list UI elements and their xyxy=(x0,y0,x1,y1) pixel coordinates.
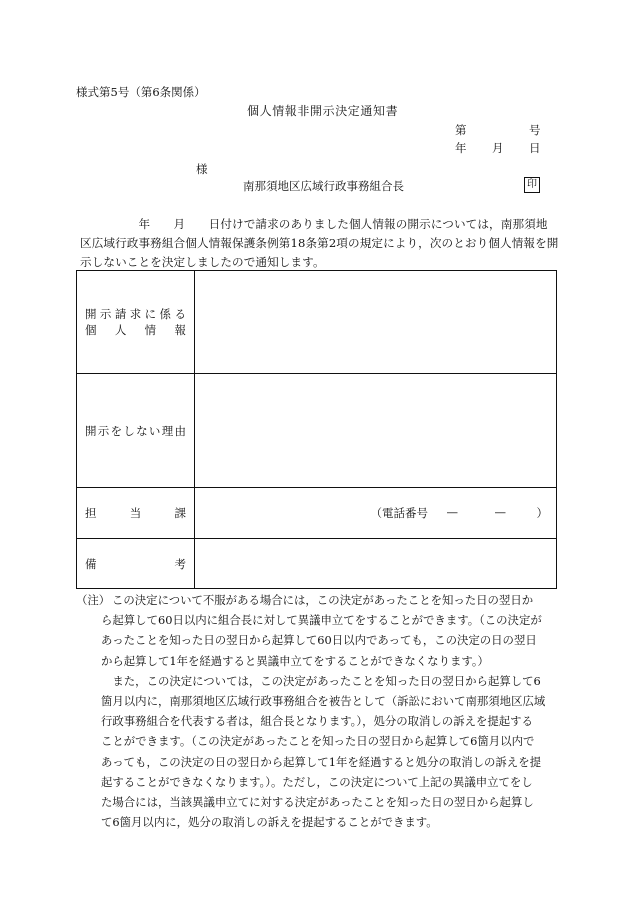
table-row-remarks xyxy=(77,539,557,589)
note-line: 行政事務組合を代表する者は，組合長となります。），処分の取消しの訴えを提起する xyxy=(101,714,533,729)
label-line: 個 人 情 報 xyxy=(85,323,186,337)
table-row-reason xyxy=(77,374,557,488)
label-remarks: 備 考 xyxy=(77,539,195,589)
doc-number-dai: 第 xyxy=(455,123,467,137)
decision-table xyxy=(76,270,557,589)
note-line: （注） この決定について不服がある場合には，この決定があったことを知った日の翌日か xyxy=(76,590,566,610)
body-line: 区広域行政事務組合個人情報保護条例第18条第2項の規定により，次のとおり個人情報を開 xyxy=(80,236,559,250)
date-day: 日 xyxy=(529,141,541,155)
notes-section xyxy=(76,590,566,832)
issue-date xyxy=(455,140,541,156)
table-row-requested-info xyxy=(77,271,557,374)
note-marker: （注） xyxy=(76,593,111,607)
seal-mark: 印 xyxy=(524,177,540,193)
label-reason: 開 示 を し な い 理 由 xyxy=(77,374,195,488)
body-line: 年 月 日付けで請求のありました個人情報の開示については，南那須地 xyxy=(80,217,548,231)
addressee-suffix: 様 xyxy=(196,162,208,176)
document-number xyxy=(455,122,541,138)
date-year: 年 xyxy=(455,141,467,155)
document-title: 個人情報非開示決定通知書 xyxy=(247,104,399,118)
note-line: 箇月以内に，南那須地区広域行政事務組合を被告として（訴訟において南那須地区広域 xyxy=(101,694,546,709)
value-department[interactable] xyxy=(195,488,557,539)
phone-number: （電話番号 — — ） xyxy=(370,505,548,520)
body-line: 示しないことを決定しましたので通知します。 xyxy=(80,255,325,269)
note-line: ら起算して60日以内に組合長に対して異議申立てをすることができます。（この決定が xyxy=(101,613,542,628)
notice-body xyxy=(80,215,560,272)
table-row-department xyxy=(77,488,557,539)
note-line: また，この決定については，この決定があったことを知った日の翌日から起算して6 xyxy=(101,673,541,688)
value-remarks[interactable] xyxy=(195,539,557,589)
doc-number-go: 号 xyxy=(529,123,541,137)
label-department: 担 当 課 xyxy=(77,488,195,539)
note-line: あったことを知った日の翌日から起算して60日以内であっても，この決定の日の翌日 xyxy=(101,633,537,648)
label-line: 開 示 請 求 に 係 る xyxy=(85,307,186,321)
note-line: ことができます。（この決定があったことを知った日の翌日から起算して6箇月以内で xyxy=(101,734,535,749)
label-requested-info xyxy=(77,271,195,374)
form-number: 様式第5号（第6条関係） xyxy=(76,85,206,99)
value-requested-info[interactable] xyxy=(195,271,557,374)
value-reason[interactable] xyxy=(195,374,557,488)
date-month: 月 xyxy=(492,141,504,155)
note-line: た場合には，当該異議申立てに対する決定があったことを知った日の翌日から起算し xyxy=(101,795,534,810)
note-line: て6箇月以内に，処分の取消しの訴えを提起することができます。 xyxy=(101,815,438,830)
note-line: あっても，この決定の日の翌日から起算して1年を経過すると処分の取消しの訴えを提 xyxy=(101,754,541,769)
note-line: から起算して1年を経過すると異議申立てをすることができなくなります。） xyxy=(101,653,489,668)
issuer-name: 南那須地区広域行政事務組合長 xyxy=(243,179,404,193)
note-line: 起することができなくなります。）。ただし，この決定について上記の異議申立てをし xyxy=(101,774,533,789)
